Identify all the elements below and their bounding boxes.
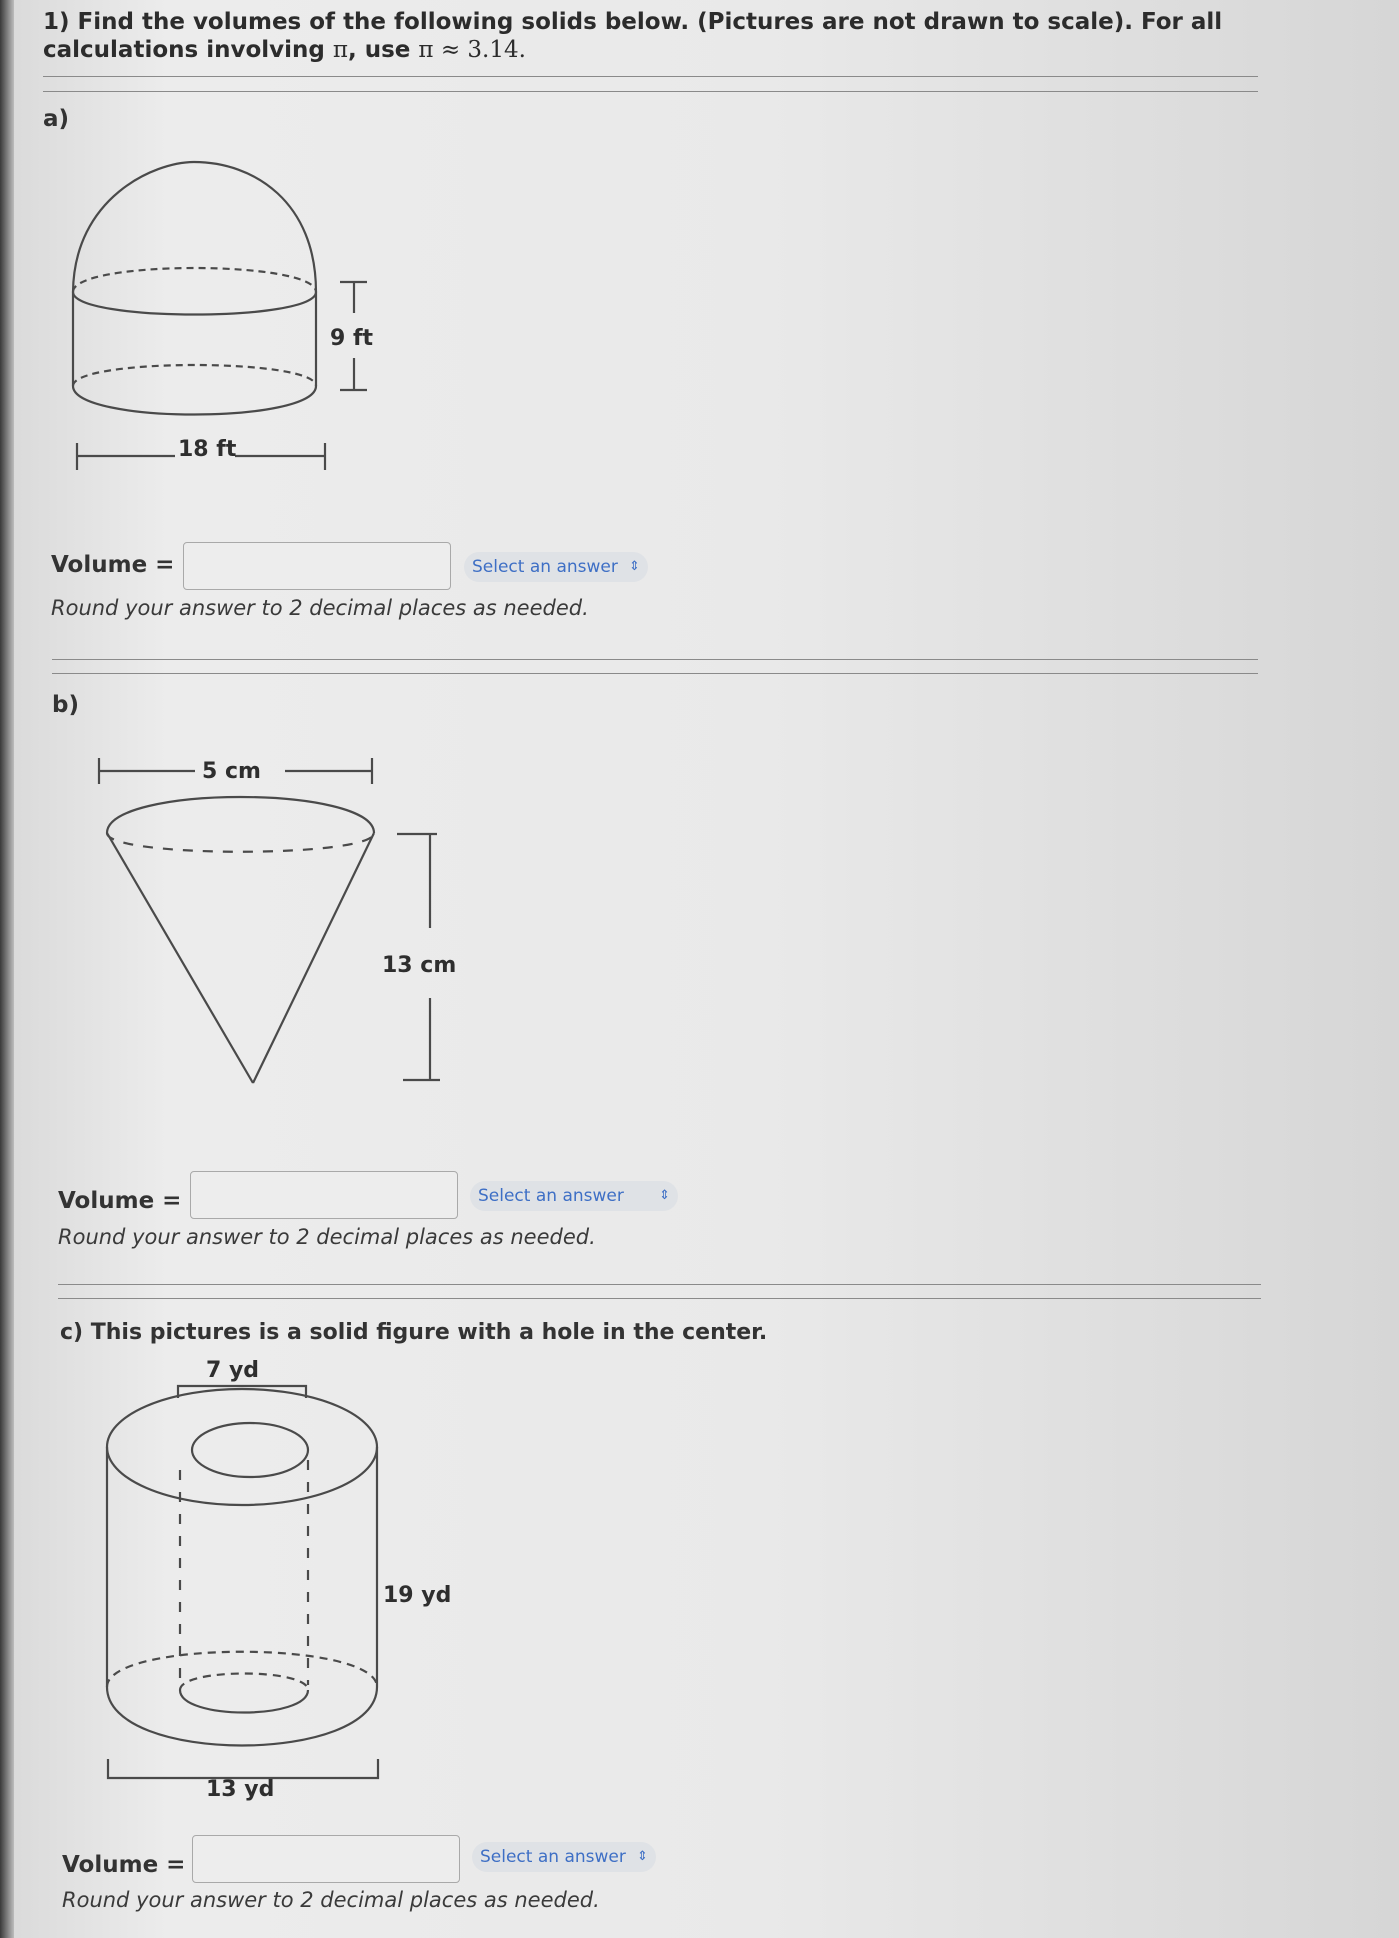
question-line-2-prefix: calculations involving bbox=[43, 37, 333, 63]
part-c-volume-label: Volume = bbox=[62, 1852, 186, 1878]
part-a-figure-hemisphere-cylinder bbox=[60, 150, 400, 480]
hemisphere-dome bbox=[73, 162, 316, 292]
part-b-round-note: Round your answer to 2 decimal places as needed. bbox=[58, 1225, 596, 1249]
part-b-label: b) bbox=[52, 692, 79, 718]
outer-dim-bracket bbox=[108, 1759, 378, 1778]
cone-top-ellipse-back bbox=[107, 797, 374, 833]
cone-left-side bbox=[107, 833, 253, 1083]
divider-a-1 bbox=[52, 659, 1258, 660]
pi-approximation: π ≈ 3.14. bbox=[418, 37, 526, 63]
part-b-unit-select[interactable] bbox=[470, 1181, 678, 1211]
question-line-1: 1) Find the volumes of the following solids below. (Pictures are not drawn to scale). For all bbox=[43, 9, 1223, 35]
part-a-volume-label: Volume = bbox=[51, 552, 175, 578]
cone-right-side bbox=[253, 833, 374, 1083]
up-down-chevron-icon: ⇕ bbox=[636, 1849, 648, 1864]
part-a-label: a) bbox=[43, 106, 70, 132]
outer-top-ellipse bbox=[107, 1389, 377, 1505]
divider-a-2 bbox=[52, 673, 1258, 674]
cylinder-bottom-ellipse-front bbox=[73, 386, 316, 415]
inner-bottom-ellipse-front bbox=[180, 1690, 308, 1713]
part-c-figure-hollow-cylinder bbox=[100, 1350, 480, 1810]
cylinder-bottom-ellipse-back bbox=[73, 365, 316, 386]
part-c-volume-input[interactable] bbox=[192, 1835, 460, 1883]
part-a-round-note: Round your answer to 2 decimal places as needed. bbox=[51, 596, 589, 620]
part-b-diameter-label: 5 cm bbox=[202, 759, 261, 784]
outer-bottom-ellipse-front bbox=[107, 1687, 377, 1746]
part-c-round-note: Round your answer to 2 decimal places as needed. bbox=[62, 1888, 600, 1912]
inner-bottom-ellipse-back bbox=[180, 1674, 308, 1691]
pi-symbol: π bbox=[332, 37, 348, 63]
part-b-volume-label: Volume = bbox=[58, 1188, 182, 1214]
part-b-figure-cone bbox=[90, 750, 490, 1090]
divider-top-1 bbox=[43, 76, 1258, 77]
part-a-diameter-label: 18 ft bbox=[178, 437, 237, 462]
part-c-unit-select-text: Select an answer bbox=[480, 1847, 626, 1867]
question-title bbox=[43, 8, 1243, 64]
part-b-volume-input[interactable] bbox=[190, 1171, 458, 1219]
part-a-height-label: 9 ft bbox=[330, 326, 374, 351]
part-c-outer-label: 13 yd bbox=[206, 1777, 275, 1802]
cylinder-top-ellipse-front bbox=[73, 292, 316, 315]
part-a-unit-select[interactable] bbox=[464, 552, 648, 582]
part-b-height-label: 13 cm bbox=[382, 953, 457, 978]
inner-top-ellipse bbox=[192, 1423, 308, 1477]
question-line-2-mid: , use bbox=[347, 37, 419, 63]
divider-top-2 bbox=[43, 91, 1258, 92]
up-down-chevron-icon: ⇕ bbox=[628, 559, 640, 574]
outer-bottom-ellipse-back bbox=[107, 1652, 377, 1687]
part-c-height-label: 19 yd bbox=[383, 1583, 452, 1608]
part-c-unit-select[interactable] bbox=[472, 1842, 656, 1872]
part-c-inner-label: 7 yd bbox=[206, 1358, 260, 1383]
cylinder-top-ellipse-back bbox=[73, 268, 316, 292]
part-a-unit-select-text: Select an answer bbox=[472, 557, 618, 577]
part-b-unit-select-text: Select an answer bbox=[478, 1186, 624, 1206]
part-a-volume-input[interactable] bbox=[183, 542, 451, 590]
up-down-chevron-icon: ⇕ bbox=[659, 1188, 670, 1203]
part-c-label: c) This pictures is a solid figure with a hole in the center. bbox=[60, 1320, 768, 1345]
question-line-2 bbox=[43, 36, 1243, 64]
divider-b-1 bbox=[58, 1284, 1261, 1285]
cone-top-ellipse-front bbox=[107, 833, 374, 852]
page-edge-shadow bbox=[0, 0, 14, 1938]
divider-b-2 bbox=[58, 1298, 1261, 1299]
